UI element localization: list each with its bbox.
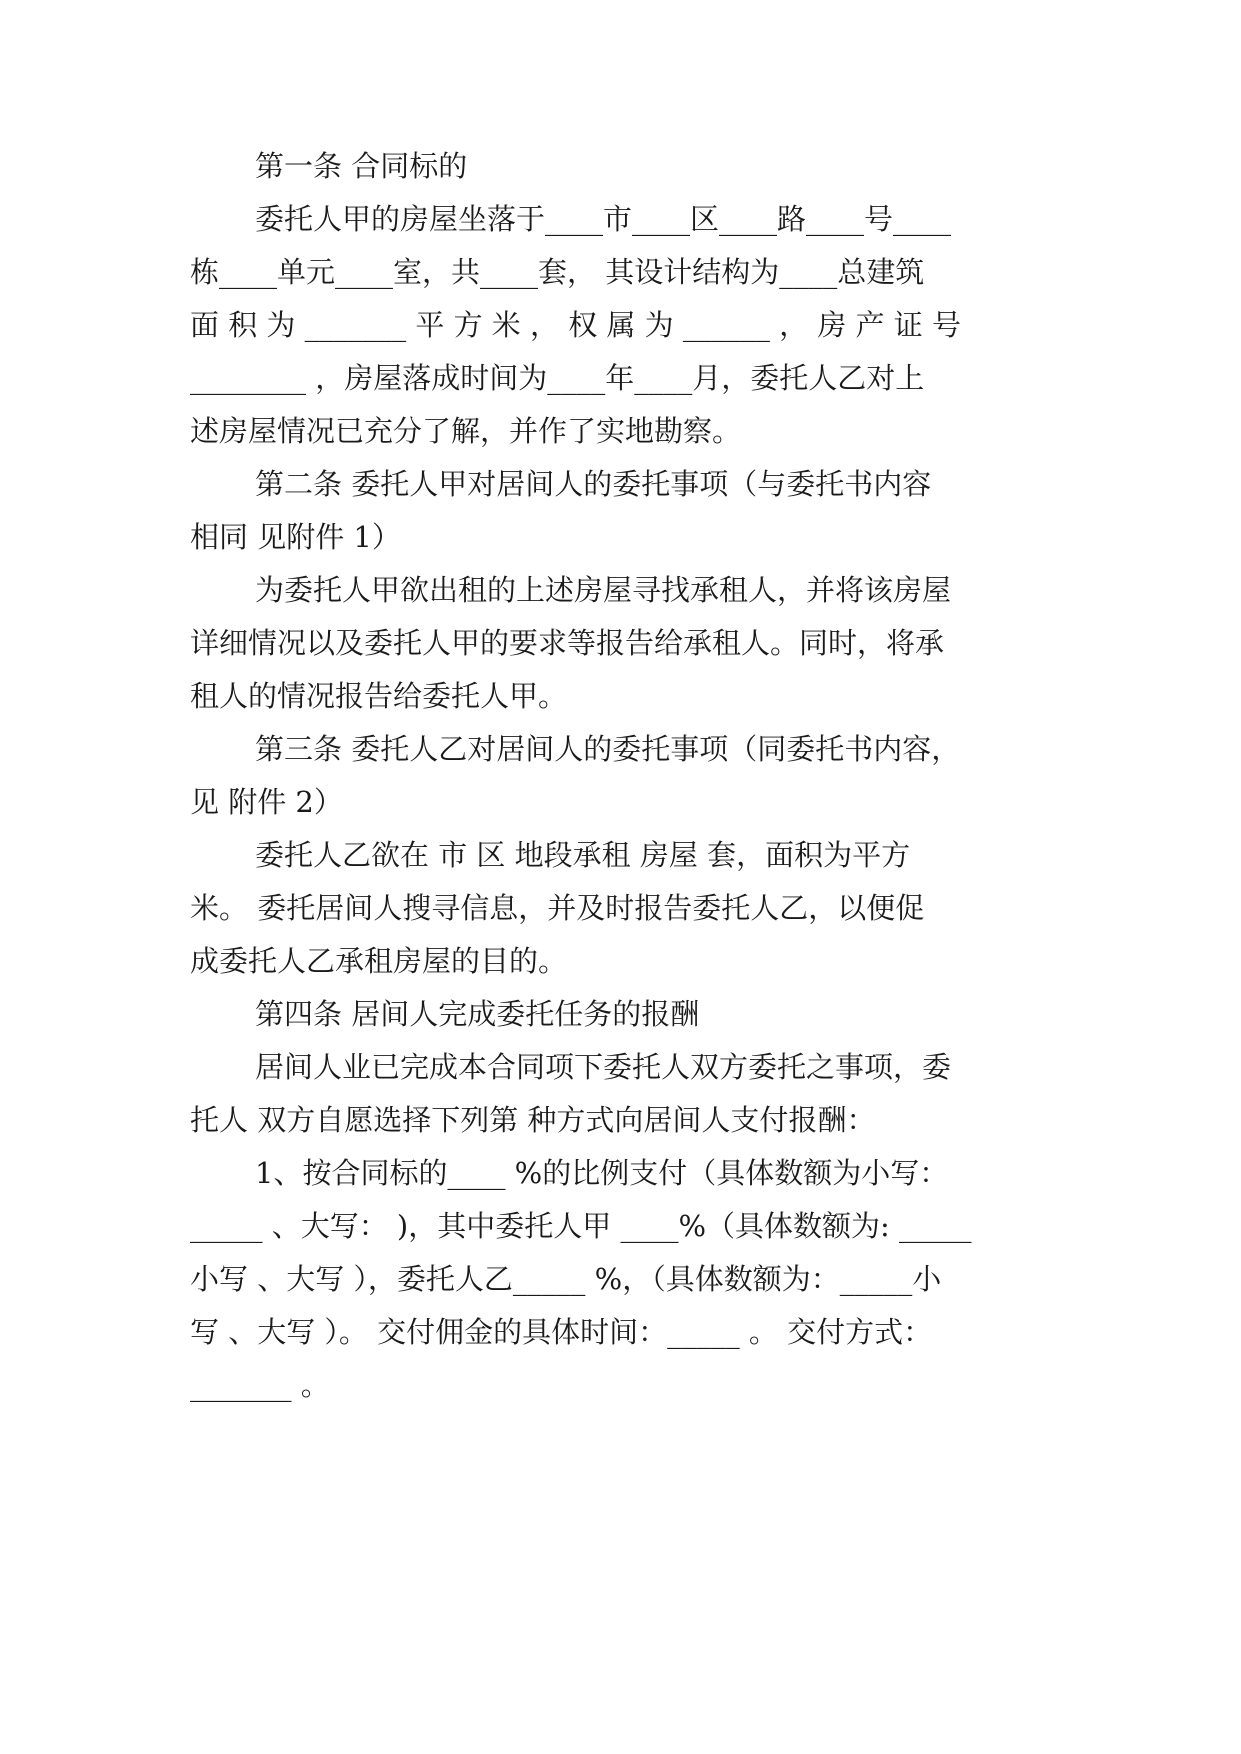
paragraph-line: 小写 、大写 ），委托人乙_____ %，（具体数额为：_____小 — [190, 1262, 942, 1296]
paragraph-line: 成委托人乙承租房屋的目的。 — [190, 944, 568, 978]
paragraph-line: 相同 见附件 1） — [190, 520, 401, 554]
article-2-heading: 第二条 委托人甲对居间人的委托事项（与委托书内容 — [255, 467, 932, 501]
article-1-heading: 第一条 合同标的 — [255, 149, 468, 183]
paragraph-line: 米。 委托居间人搜寻信息，并及时报告委托人乙，以便促 — [190, 891, 925, 925]
paragraph-line: 写 、大写 ）。 交付佣金的具体时间：_____ 。 交付方式： — [190, 1315, 933, 1349]
paragraph-line: 租人的情况报告给委托人甲。 — [190, 679, 568, 713]
list-item-1: 1、按合同标的____ %的比例支付（具体数额为小写： — [255, 1156, 949, 1190]
paragraph-line: 委托人甲的房屋坐落于____市____区____路____号____ — [255, 202, 952, 236]
paragraph-line: 栋____单元____室，共____套， 其设计结构为____总建筑 — [190, 255, 925, 289]
paragraph-line: 详细情况以及委托人甲的要求等报告给承租人。同时，将承 — [190, 626, 945, 660]
paragraph-line: 为委托人甲欲出租的上述房屋寻找承租人，并将该房屋 — [255, 573, 952, 607]
paragraph-line: 述房屋情况已充分了解，并作了实地勘察。 — [190, 414, 742, 448]
article-4-heading: 第四条 居间人完成委托任务的报酬 — [255, 997, 700, 1031]
paragraph-line: ________ ，房屋落成时间为____年____月，委托人乙对上 — [190, 361, 925, 395]
paragraph-line: _______ 。 — [190, 1368, 330, 1402]
paragraph-line: _____ 、大写： )，其中委托人甲 ____%（具体数额为: _____ — [190, 1209, 972, 1243]
paragraph-line: 委托人乙欲在 市 区 地段承租 房屋 套，面积为平方 — [255, 838, 911, 872]
paragraph-line: 居间人业已完成本合同项下委托人双方委托之事项，委 — [255, 1050, 952, 1084]
paragraph-line: 见 附件 2） — [190, 785, 343, 819]
article-3-heading: 第三条 委托人乙对居间人的委托事项（同委托书内容， — [255, 732, 961, 766]
paragraph-line: 面 积 为 _______ 平 方 米 ， 权 属 为 ______ ， 房 产 证 号 — [190, 308, 961, 342]
paragraph-line: 托人 双方自愿选择下列第 种方式向居间人支付报酬： — [190, 1103, 876, 1137]
